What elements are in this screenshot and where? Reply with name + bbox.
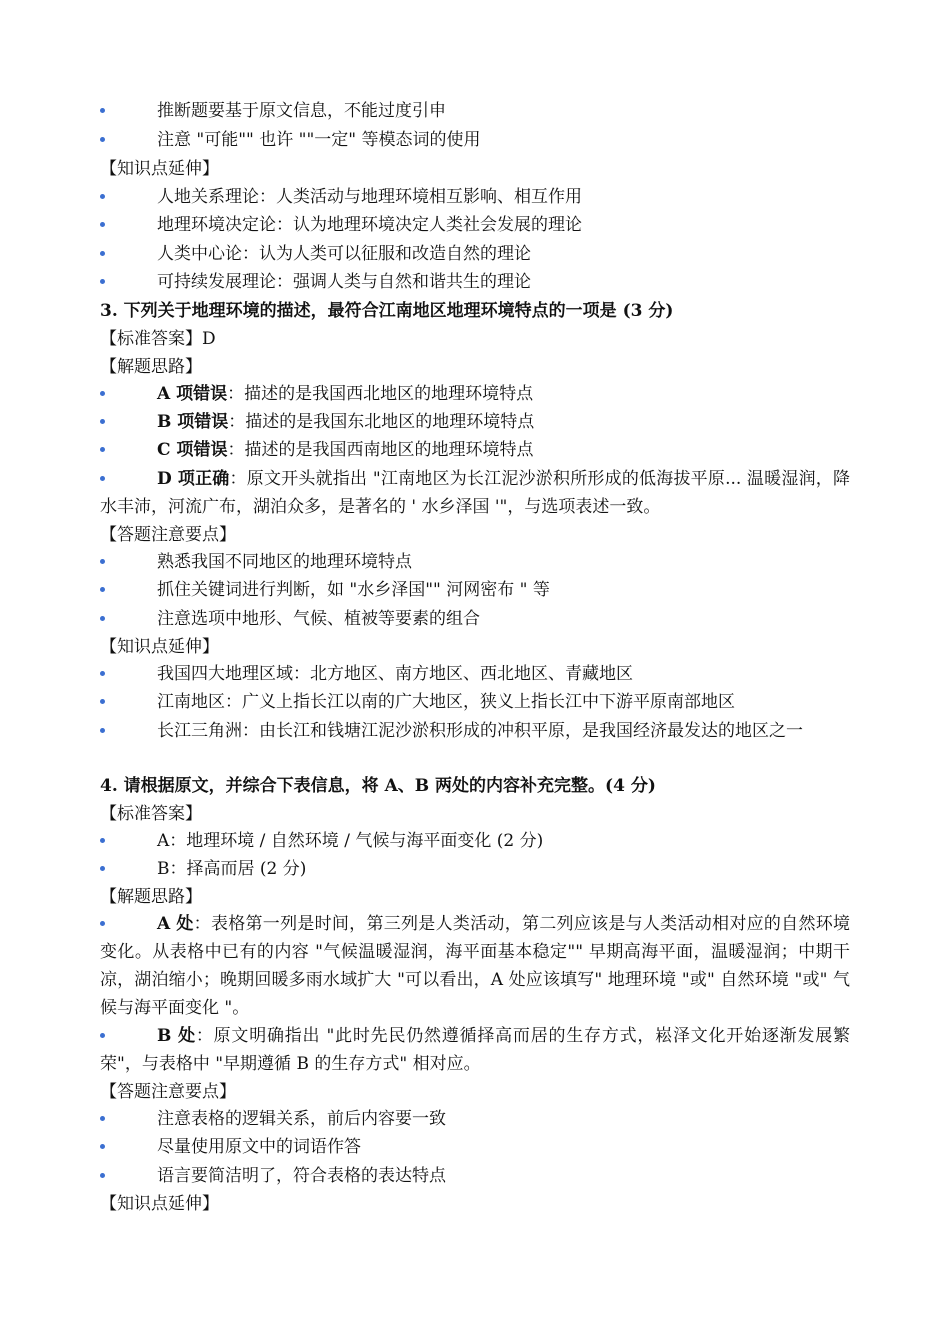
- list-item: 人类中心论：认为人类可以征服和改造自然的理论: [100, 240, 850, 268]
- bullet-dot-icon: [100, 838, 105, 843]
- list-item: 注意 "可能"" 也许 ""一定" 等模态词的使用: [100, 126, 850, 154]
- section-heading: 【解题思路】: [100, 357, 202, 377]
- bullet-dot-icon: [100, 447, 105, 452]
- list-item: B：择高而居 (2 分): [100, 855, 850, 883]
- bullet-dot-icon: [100, 1173, 105, 1178]
- list-item: 尽量使用原文中的词语作答: [100, 1133, 850, 1161]
- section-heading: 【解题思路】: [100, 887, 202, 907]
- bullet-dot-icon: [100, 1116, 105, 1121]
- bullet-dot-icon: [100, 671, 105, 676]
- list-item: 长江三角洲：由长江和钱塘江泥沙淤积形成的冲积平原，是我国经济最发达的地区之一: [100, 717, 850, 773]
- bullet-dot-icon: [100, 866, 105, 871]
- list-item: A：地理环境 / 自然环境 / 气候与海平面变化 (2 分): [100, 827, 850, 855]
- list-item: 可持续发展理论：强调人类与自然和谐共生的理论: [100, 268, 850, 296]
- bullet-dot-icon: [100, 419, 105, 424]
- list-item: D 项正确：原文开头就指出 "江南地区为长江泥沙淤积所形成的低海拔平原... 温暖湿润，降水丰沛，河流广布，湖泊众多，是著名的 ' 水乡泽国 '"，与选项表述一致。: [100, 469, 850, 517]
- list-item: 江南地区：广义上指长江以南的广大地区，狭义上指长江中下游平原南部地区: [100, 688, 850, 716]
- list-item: 抓住关键词进行判断，如 "水乡泽国"" 河网密布 " 等: [100, 576, 850, 604]
- section-heading: 【标准答案】: [100, 804, 202, 824]
- bullet-dot-icon: [100, 137, 105, 142]
- bullet-dot-icon: [100, 587, 105, 592]
- list-item: B 处：原文明确指出 "此时先民仍然遵循择高而居的生存方式，崧泽文化开始逐渐发展繁荣"，与表格中 "早期遵循 B 的生存方式" 相对应。: [100, 1026, 850, 1074]
- bullet-dot-icon: [100, 616, 105, 621]
- list-item: B 项错误：描述的是我国东北地区的地理环境特点: [100, 408, 850, 436]
- question-3-title: 3. 下列关于地理环境的描述，最符合江南地区地理环境特点的一项是 (3 分): [100, 301, 674, 321]
- list-item: 人地关系理论：人类活动与地理环境相互影响、相互作用: [100, 183, 850, 211]
- list-item: 我国四大地理区域：北方地区、南方地区、西北地区、青藏地区: [100, 660, 850, 688]
- bullet-dot-icon: [100, 699, 105, 704]
- list-item: 语言要简洁明了，符合表格的表达特点: [100, 1162, 850, 1190]
- list-item: 注意表格的逻辑关系，前后内容要一致: [100, 1105, 850, 1133]
- bullet-dot-icon: [100, 559, 105, 564]
- bullet-dot-icon: [100, 222, 105, 227]
- section-heading: 【知识点延伸】: [100, 1194, 219, 1214]
- list-item: 熟悉我国不同地区的地理环境特点: [100, 548, 850, 576]
- bullet-dot-icon: [100, 1144, 105, 1149]
- list-item: 注意选项中地形、气候、植被等要素的组合: [100, 605, 850, 633]
- section-heading: 【知识点延伸】: [100, 159, 219, 179]
- question-4-title: 4. 请根据原文，并综合下表信息，将 A、B 两处的内容补充完整。(4 分): [100, 776, 656, 796]
- list-item: A 项错误：描述的是我国西北地区的地理环境特点: [100, 380, 850, 408]
- section-heading: 【答题注意要点】: [100, 525, 236, 545]
- list-item: 推断题要基于原文信息，不能过度引申: [100, 97, 850, 125]
- bullet-dot-icon: [100, 279, 105, 284]
- list-item: C 项错误：描述的是我国西南地区的地理环境特点: [100, 436, 850, 464]
- section-heading: 【知识点延伸】: [100, 637, 219, 657]
- bullet-dot-icon: [100, 391, 105, 396]
- bullet-dot-icon: [100, 194, 105, 199]
- bullet-dot-icon: [100, 108, 105, 113]
- list-item: A 处：表格第一列是时间，第三列是人类活动，第二列应该是与人类活动相对应的自然环境变化。从表格中已有的内容 "气候温暖湿润，海平面基本稳定"" 早期高海平面，温暖湿润；中期干凉，湖泊缩小；晚期回暖多雨水域扩大 "可以看出，A 处应该填写" 地理环境 "或" 自然环境 "或" 气候与海平面变化 "。: [100, 914, 851, 1018]
- standard-answer: 【标准答案】D: [100, 329, 216, 349]
- section-heading: 【答题注意要点】: [100, 1082, 236, 1102]
- bullet-dot-icon: [100, 251, 105, 256]
- list-item: 地理环境决定论：认为地理环境决定人类社会发展的理论: [100, 211, 850, 239]
